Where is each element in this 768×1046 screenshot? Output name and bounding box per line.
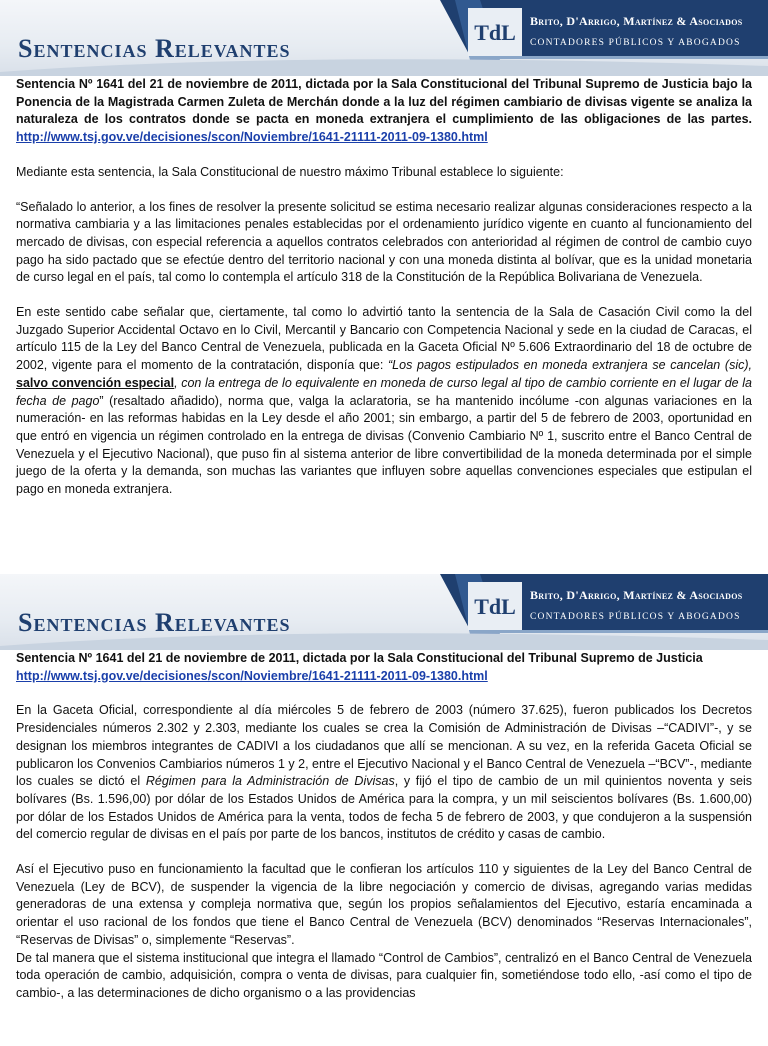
page-separator (0, 552, 768, 574)
paragraph-analysis (16, 304, 752, 499)
gaceta-part-c: , y fijó el tipo de cambio de un mil quinientos noventa y seis bolívares (Bs. 1.596,00) por dólar de los Estados Unidos de América para la compra, y un mil seiscientos bolívares (Bs. 1.600,00) por dólar de los Estados Unidos de América para la venta, todos de fecha 5 de febrero de 2003, y que condujeron a la suspensión del comercio regular de divisas en el país por parte de los bancos, institutos de crédito y casas de cambio. (16, 774, 753, 842)
logo-text: TdL (474, 20, 516, 45)
page-2 (0, 574, 768, 1046)
lead-paragraph-2: Sentencia Nº 1641 del 21 de noviembre de 2011, dictada por la Sala Constitucional del Tribunal Supremo de Justicia (16, 651, 703, 665)
page-title: Sentencias Relevantes (18, 34, 291, 63)
paragraph-control: De tal manera que el sistema institucional que integra el llamado “Control de Cambios”, centralizó en el Banco Central de Venezuela toda operación de cambio, adquisición, compra o venta de divisas, para cualquier fin, sometiéndose todo ello, -así como el tipo de cambio-, a las determinaciones de dicho organismo o a las providencias (16, 950, 752, 1000)
firm-logo (468, 8, 522, 56)
firm-tagline-2: CONTADORES PÚBLICOS Y ABOGADOS (530, 612, 741, 622)
regimen-title: Régimen para la Administración de Divisas (145, 774, 395, 789)
gaceta-part-a: En la Gaceta Oficial, correspondiente al día miércoles 5 de febrero de 2003 (número 37.625), fueron publicados los Decretos Presidenciales números 2.302 y 2.303, mediante los cuales se crea la Comisión de Administración de Divisas –“CADIVI”-, y se designan los miembros integrantes de CADIVI a los ciudadanos que allí se mencionan. A su vez, en la referida Gaceta Oficial se publicaron los Convenios Cambiarios números 1 y 2, entre el Ejecutivo Nacional y el Banco Central de Venezuela –“BCV”-, mediante los cuales se dictó el (16, 703, 752, 789)
emphasized-text: salvo convención especial (16, 375, 175, 390)
paragraph-intro: Mediante esta sentencia, la Sala Constitucional de nuestro máximo Tribunal establece lo siguiente: (16, 164, 564, 179)
page-title-2: Sentencias Relevantes (18, 608, 291, 637)
logo-text-2: TdL (474, 594, 516, 619)
paragraph-gaceta (16, 702, 752, 844)
lead-paragraph: Sentencia Nº 1641 del 21 de noviembre de 2011, dictada por la Sala Constitucional del Tribunal Supremo de Justicia bajo la Ponencia de la Magistrada Carmen Zuleta de Merchán donde a la luz del régimen cambiario de divisas vigente se analiza la naturaleza de los contratos donde se pacta en moneda extranjera el cumplimiento de las obligaciones de las partes. (16, 77, 752, 127)
paragraph-quote: “Señalado lo anterior, a los fines de resolver la presente solicitud se estima necesario realizar algunas consideraciones respecto a la normativa cambiaria y a las limitaciones penales establecidas por el ordenamiento jurídico vigente en cuanto al funcionamiento del mercado de divisas, con especial referencia a aquellos contratos celebrados con anterioridad al régimen de control de cambio cuyo pago ha sido pactado que se efectúe dentro del territorio nacional y con una moneda distinta al bolívar, que es la unidad monetaria de curso legal en el país, tal como lo contempla el artículo 318 de la Constitución de la República Bolivariana de Venezuela. (16, 199, 752, 285)
firm-tagline: CONTADORES PÚBLICOS Y ABOGADOS (530, 38, 741, 48)
page-2-body (0, 650, 768, 1003)
quoted-norm: “Los pagos estipulados en moneda extranjera se cancelan (sic), (388, 358, 752, 373)
header-banner (0, 0, 768, 76)
analysis-part-a: En este sentido cabe señalar que, ciertamente, tal como lo advirtió tanto la sentencia de la Sala de Casación Civil como la del Juzgado Superior Accidental Octavo en lo Civil, Mercantil y Bancario con Competencia Nacional y sede en la ciudad de Caracas, el artículo 115 de la Ley del Banco Central de Venezuela, publicada en la Gaceta Oficial Nº 5.606 Extraordinario del 18 de octubre de 2002, vigente para el momento de la contratación, disponía que: (16, 305, 752, 373)
firm-name: Brito, D'Arrigo, Martínez & Asociados (530, 14, 743, 28)
tsj-decision-link-2[interactable]: http://www.tsj.gov.ve/decisiones/scon/Noviembre/1641-21111-2011-09-1380.html (16, 668, 488, 683)
firm-name-2: Brito, D'Arrigo, Martínez & Asociados (530, 588, 743, 602)
page-1-body (0, 76, 768, 499)
tsj-decision-link[interactable]: http://www.tsj.gov.ve/decisiones/scon/Noviembre/1641-21111-2011-09-1380.html (16, 130, 488, 145)
header-banner-2 (0, 574, 768, 650)
paragraph-ejecutivo: Así el Ejecutivo puso en funcionamiento la facultad que le confieran los artículos 110 y siguientes de la Ley del Banco Central de Venezuela (Ley de BCV), de suspender la vigencia de la libre negociación y comercio de divisas, agregando varias medidas generadoras de una extensa y compleja normativa que, según los propios señalamientos del Ejecutivo, estaría encaminada a orientar el uso racional de los fondos que tiene el Banco Central de Venezuela (BCV) denominados “Reservas Internacionales”, “Reservas de Divisas” o, simplemente “Reservas”. (16, 862, 752, 947)
firm-logo-2 (468, 582, 522, 630)
analysis-part-e: ” (resaltado añadido), norma que, valga la aclaratoria, se ha mantenido incólume -con algunas variaciones en la numeración- en las reformas habidas en la Ley desde el año 2001; sin embargo, a partir del 5 de febrero de 2003, oportunidad en que entró en vigencia un régimen controlado en la entrega de divisas (Convenio Cambiario Nº 1, suscrito entre el Banco Central de Venezuela y el Ejecutivo Nacional), que puso fin al sistema anterior de libre convertibilidad de la moneda determinada por el simple juego de la oferta y la demanda, son muchas las variantes que influyen sobre aquellas convenciones especiales que estipulan el pago en moneda extranjera. (16, 393, 752, 497)
quoted-norm-continued: , con la entrega de lo equivalente en moneda de curso legal al tipo de cambio corriente en el lugar de la fecha de pago (16, 375, 752, 408)
